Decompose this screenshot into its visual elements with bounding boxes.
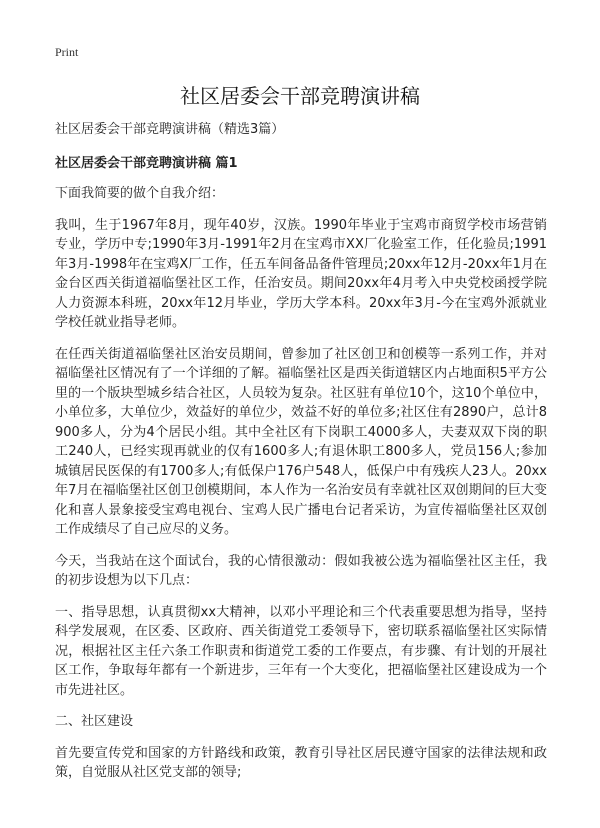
paragraph-community-overview: 在任西关街道福临堡社区治安员期间，曾参加了社区创卫和创模等一系列工作，并对福临堡社区情况有了一个详细的了解。福临堡社区是西关街道辖区内占地面积5平方公里的一个版块型城乡结合社区，人员较为复杂。社区驻有单位10个，这10个单位中，小单位多，大单位少，效益好的单位少，效益不好的单位多;社区住有2890户，总计8900多人，分为4个居民小组。其中全社区有下岗职工4000多人，夫妻双双下岗的职工240人，已经实现再就业的仅有1600多人;有退休职工800多人，党员156人;参加城镇居民医保的有1700多人;有低保户176户548人，低保户中有残疾人23人。20xx年7月在福临堡社区创卫创模期间，本人作为一名治安员有幸就社区双创期间的巨大变化和喜人景象接受宝鸡电视台、宝鸡人民广播电台记者采访，为宣传福临堡社区双创工作成绩尽了自己应尽的义务。: [55, 346, 547, 537]
paragraph-intro: 下面我简要的做个自我介绍：: [55, 186, 225, 201]
document-body: [55, 120, 547, 795]
paragraph-community-building: 首先要宣传党和国家的方针路线和政策，教育引导社区居民遵守国家的法律法规和政策，自觉服从社区党支部的领导;: [55, 745, 547, 780]
paragraph-bio: 我叫，生于1967年8月，现年40岁，汉族。1990年毕业于宝鸡市商贸学校市场营销专业，学历中专;1990年3月-1991年2月在宝鸡市XX厂化验室工作，任化验员;1991年3月-1998年在宝鸡X厂工作，任五车间备品备件管理员;20xx年12月-20xx年1月在金台区西关街道福临堡社区工作，任治安员。期间20xx年4月考入中央党校函授学院人力资源本科班，20xx年12月毕业，学历大学本科。20xx年3月-今在宝鸡外派就业学校任就业指导老师。: [55, 217, 547, 330]
document-title: 社区居委会干部竞聘演讲稿: [180, 84, 420, 108]
document-subtitle: 社区居委会干部竞聘演讲稿（精选3篇）: [55, 122, 285, 137]
print-link[interactable]: Print: [55, 45, 79, 59]
paragraph-guiding-principle: 一、指导思想，认真贯彻xx大精神，以邓小平理论和三个代表重要思想为指导，坚持科学发展观，在区委、区政府、西关街道党工委领导下，密切联系福临堡社区实际情况，根据社区主任六条工作职责和街道党工委的工作要点，有步骤、有计划的开展社区工作，争取每年都有一个新进步，三年有一个大变化，把福临堡社区建设成为一个市先进社区。: [55, 604, 547, 698]
section-heading: 社区居委会干部竞聘演讲稿 篇1: [55, 155, 238, 171]
paragraph-section-two-heading: 二、社区建设: [55, 714, 134, 729]
paragraph-plan-intro: 今天，当我站在这个面试台，我的心情很激动：假如我被公选为福临堡社区主任，我的初步设想为以下几点：: [55, 553, 547, 588]
